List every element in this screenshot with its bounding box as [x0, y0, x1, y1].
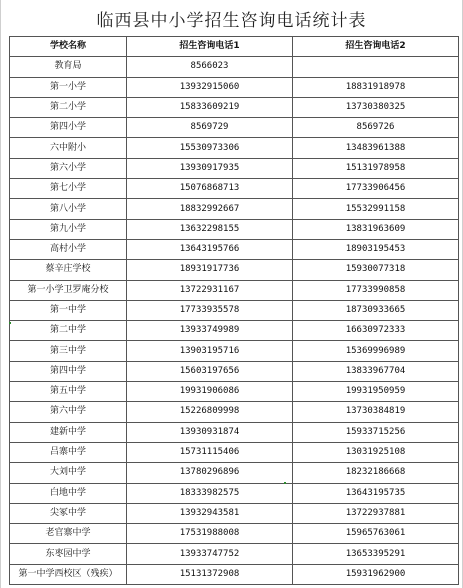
header-row [10, 37, 459, 57]
tel1-cell: 19931906086 [127, 382, 293, 402]
school-cell: 第七小学 [10, 179, 127, 199]
school-cell: 高村小学 [10, 239, 127, 259]
school-cell: 东枣园中学 [10, 544, 127, 564]
school-cell: 第五中学 [10, 382, 127, 402]
tel1-cell: 15076868713 [127, 179, 293, 199]
table-body [10, 57, 459, 585]
tel1-cell: 15226809998 [127, 402, 293, 422]
tel2-cell [293, 57, 459, 77]
tel2-cell: 13643195735 [293, 483, 459, 503]
table-row [10, 77, 459, 97]
school-cell: 建新中学 [10, 422, 127, 442]
tel2-cell: 15933715256 [293, 422, 459, 442]
table-row [10, 503, 459, 523]
tel1-cell: 15131372908 [127, 564, 293, 584]
school-cell: 第一中学 [10, 300, 127, 320]
school-cell: 第四小学 [10, 118, 127, 138]
tel2-cell: 13833967704 [293, 361, 459, 381]
table-row [10, 158, 459, 178]
table-row [10, 483, 459, 503]
tel2-cell: 17733990858 [293, 280, 459, 300]
tel1-cell: 17531988008 [127, 524, 293, 544]
page-left-border [0, 0, 1, 588]
school-cell: 老官寨中学 [10, 524, 127, 544]
tel2-cell: 15532991158 [293, 199, 459, 219]
tel2-cell: 13031925108 [293, 442, 459, 462]
tel1-cell: 13932915060 [127, 77, 293, 97]
tel1-cell: 13722931167 [127, 280, 293, 300]
table-row [10, 341, 459, 361]
tel1-cell: 13780296896 [127, 463, 293, 483]
school-cell: 六中附小 [10, 138, 127, 158]
school-cell: 第六中学 [10, 402, 127, 422]
table-row [10, 219, 459, 239]
tel2-cell: 15131978958 [293, 158, 459, 178]
table-row [10, 138, 459, 158]
column-header-tel1: 招生咨询电话1 [127, 37, 293, 57]
cell-marker [284, 482, 286, 484]
school-cell: 第六小学 [10, 158, 127, 178]
table-row [10, 199, 459, 219]
school-cell: 第八小学 [10, 199, 127, 219]
tel2-cell: 13722937881 [293, 503, 459, 523]
school-cell: 白地中学 [10, 483, 127, 503]
tel2-cell: 16630972333 [293, 321, 459, 341]
school-cell: 第二中学 [10, 321, 127, 341]
tel2-cell: 19931950959 [293, 382, 459, 402]
tel2-cell: 18903195453 [293, 239, 459, 259]
tel1-cell: 13932943581 [127, 503, 293, 523]
table-row [10, 260, 459, 280]
tel1-cell: 18931917736 [127, 260, 293, 280]
tel2-cell: 18831918978 [293, 77, 459, 97]
tel1-cell: 13643195766 [127, 239, 293, 259]
school-cell: 蔡辛庄学校 [10, 260, 127, 280]
table-row [10, 239, 459, 259]
school-cell: 第九小学 [10, 219, 127, 239]
school-cell: 第一小学卫罗庵分校 [10, 280, 127, 300]
table-row [10, 57, 459, 77]
tel1-cell: 15833609219 [127, 97, 293, 117]
table-row [10, 382, 459, 402]
tel1-cell: 8566023 [127, 57, 293, 77]
tel1-cell: 18832992667 [127, 199, 293, 219]
tel1-cell: 13933747752 [127, 544, 293, 564]
tel1-cell: 13930931874 [127, 422, 293, 442]
tel2-cell: 15965763061 [293, 524, 459, 544]
cell-marker [9, 322, 11, 324]
school-cell: 第三中学 [10, 341, 127, 361]
tel2-cell: 8569726 [293, 118, 459, 138]
table-row [10, 179, 459, 199]
tel2-cell: 15369996989 [293, 341, 459, 361]
school-cell: 第一中学西校区（残疾） [10, 564, 127, 584]
table-row [10, 544, 459, 564]
column-header-school: 学校名称 [10, 37, 127, 57]
table-row [10, 463, 459, 483]
table-row [10, 280, 459, 300]
table-row [10, 564, 459, 584]
school-cell: 第一小学 [10, 77, 127, 97]
tel2-cell: 13730380325 [293, 97, 459, 117]
tel1-cell: 13632298155 [127, 219, 293, 239]
table-row [10, 422, 459, 442]
column-header-tel2: 招生咨询电话2 [293, 37, 459, 57]
tel1-cell: 15530973306 [127, 138, 293, 158]
tel1-cell: 8569729 [127, 118, 293, 138]
tel2-cell: 13831963609 [293, 219, 459, 239]
table-row [10, 402, 459, 422]
tel2-cell: 13483961388 [293, 138, 459, 158]
tel1-cell: 17733935578 [127, 300, 293, 320]
tel2-cell: 15931962900 [293, 564, 459, 584]
tel2-cell: 18232186668 [293, 463, 459, 483]
tel2-cell: 13653395291 [293, 544, 459, 564]
school-cell: 第二小学 [10, 97, 127, 117]
tel2-cell: 17733906456 [293, 179, 459, 199]
school-cell: 第四中学 [10, 361, 127, 381]
table-row [10, 442, 459, 462]
phone-table [9, 36, 459, 585]
table-row [10, 361, 459, 381]
tel1-cell: 18333982575 [127, 483, 293, 503]
tel2-cell: 18730933665 [293, 300, 459, 320]
tel1-cell: 13903195716 [127, 341, 293, 361]
tel1-cell: 13930917935 [127, 158, 293, 178]
table-title: 临西县中小学招生咨询电话统计表 [96, 11, 367, 31]
school-cell: 尖冢中学 [10, 503, 127, 523]
tel1-cell: 13933749989 [127, 321, 293, 341]
school-cell: 吕寨中学 [10, 442, 127, 462]
table-row [10, 97, 459, 117]
tel2-cell: 15930077318 [293, 260, 459, 280]
school-cell: 教育局 [10, 57, 127, 77]
school-cell: 大刘中学 [10, 463, 127, 483]
table-row [10, 118, 459, 138]
table-row [10, 321, 459, 341]
table-row [10, 524, 459, 544]
tel2-cell: 13730384819 [293, 402, 459, 422]
table-row [10, 300, 459, 320]
tel1-cell: 15731115406 [127, 442, 293, 462]
tel1-cell: 15603197656 [127, 361, 293, 381]
